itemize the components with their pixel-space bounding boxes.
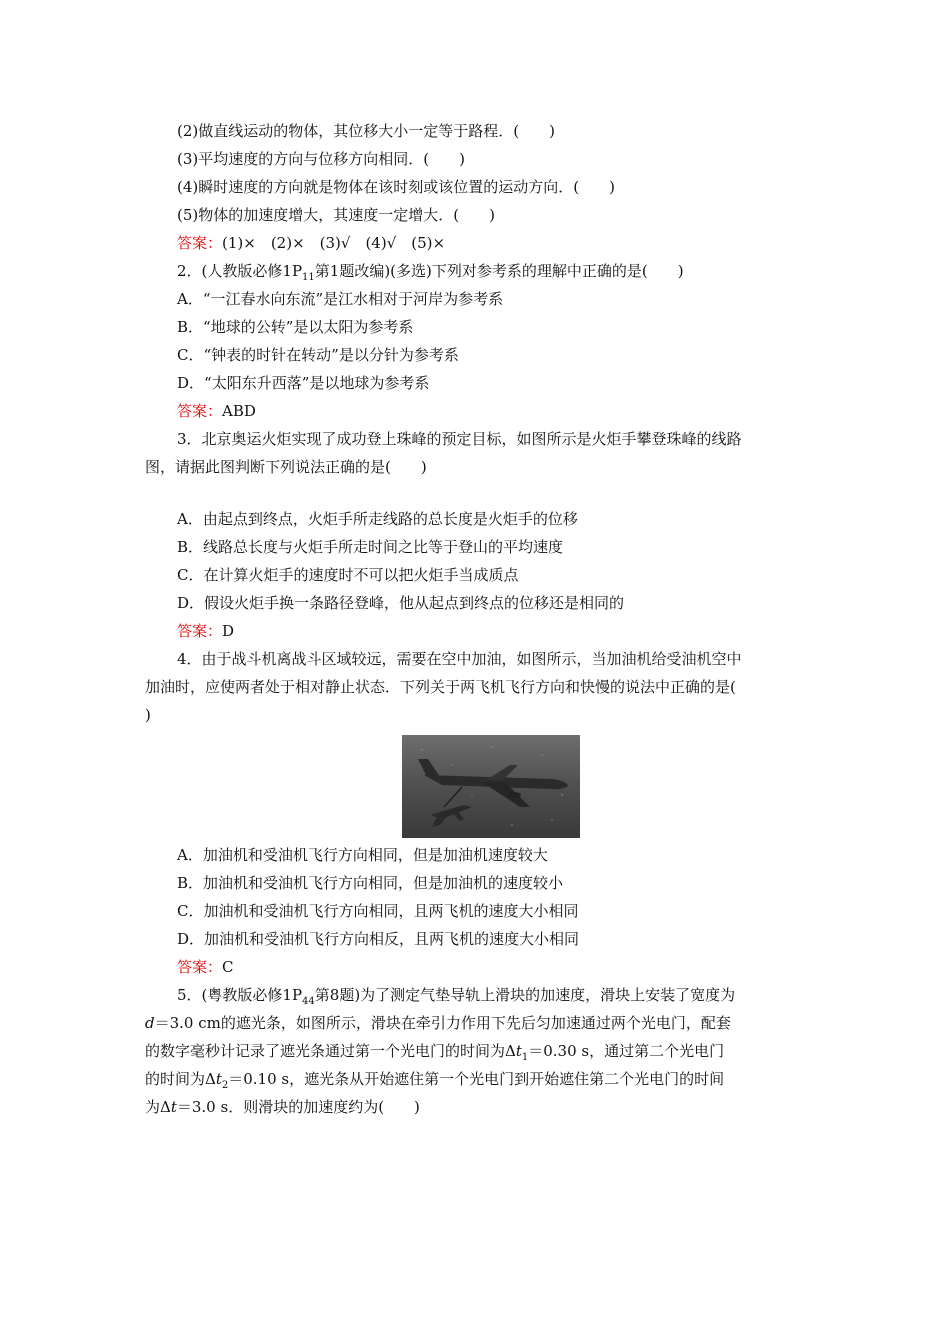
q1-answer — [177, 233, 445, 253]
q2-option-c: C．“钟表的时针在转动”是以分针为参考系 — [177, 346, 459, 364]
q2-answer — [177, 401, 256, 421]
q4-option-a: A．加油机和受油机飞行方向相同，但是加油机速度较大 — [177, 846, 548, 864]
aircraft-image — [402, 735, 580, 838]
q5-text-rest: 第8题)为了测定气垫导轨上滑块的加速度，滑块上安装了宽度为 — [314, 986, 736, 1004]
aerial-refueling-photo — [402, 735, 580, 838]
q4-stem-line2: 加油时，应使两者处于相对静止状态．下列关于两飞机飞行方向和快慢的说法中正确的是( — [145, 678, 736, 696]
answer-text: D — [222, 622, 235, 640]
q1-item-3: (3)平均速度的方向与位移方向相同．( ) — [177, 150, 465, 168]
q4-option-c: C．加油机和受油机飞行方向相同，且两飞机的速度大小相同 — [177, 902, 579, 920]
q2-page-subscript: 11 — [302, 272, 315, 283]
q1-item-5: (5)物体的加速度增大，其速度一定增大．( ) — [177, 206, 495, 224]
answer-text: C — [222, 958, 234, 976]
answer-label: 答案： — [177, 402, 223, 420]
q4-answer — [177, 957, 234, 977]
q2-stem — [177, 261, 684, 284]
q5-text: 的时间为Δ — [145, 1070, 216, 1088]
q4-stem-line3: ) — [145, 706, 151, 724]
q3-option-a: A．由起点到终点，火炬手所走线路的总长度是火炬手的位移 — [177, 510, 578, 528]
q3-option-c: C．在计算火炬手的速度时不可以把火炬手当成质点 — [177, 566, 519, 584]
q5-text-rest: ＝0.30 s，通过第二个光电门 — [528, 1042, 725, 1060]
q3-stem-line1: 3．北京奥运火炬实现了成功登上珠峰的预定目标，如图所示是火炬手攀登珠峰的线路 — [177, 430, 742, 448]
q5-variable-d: d — [145, 1014, 155, 1032]
q3-option-d: D．假设火炬手换一条路径登峰，他从起点到终点的位移还是相同的 — [177, 594, 625, 612]
q5-line4 — [145, 1069, 724, 1092]
q4-option-d: D．加油机和受油机飞行方向相反，且两飞机的速度大小相同 — [177, 930, 580, 948]
answer-text: (1)× (2)× (3)√ (4)√ (5)× — [222, 234, 446, 252]
answer-label: 答案： — [177, 234, 223, 252]
q5-line3 — [145, 1041, 724, 1064]
q5-line1 — [177, 985, 735, 1008]
q3-stem-line2: 图，请据此图判断下列说法正确的是( ) — [145, 458, 427, 476]
q5-subscript: 2 — [221, 1080, 229, 1091]
q5-variable-t: t — [170, 1098, 177, 1116]
answer-text: ABD — [222, 402, 256, 420]
q5-text-rest: ＝0.10 s，遮光条从开始遮住第一个光电门到开始遮住第二个光电门的时间 — [228, 1070, 725, 1088]
q2-option-d: D．“太阳东升西落”是以地球为参考系 — [177, 374, 430, 392]
q1-item-4: (4)瞬时速度的方向就是物体在该时刻或该位置的运动方向．( ) — [177, 178, 615, 196]
q5-text-rest: ＝3.0 s．则滑块的加速度约为( ) — [176, 1098, 420, 1116]
q2-stem-text: 2．(人教版必修1P — [177, 262, 303, 280]
q1-item-2: (2)做直线运动的物体，其位移大小一定等于路程．( ) — [177, 122, 555, 140]
q5-variable-t: t — [515, 1042, 522, 1060]
q3-option-b: B．线路总长度与火炬手所走时间之比等于登山的平均速度 — [177, 538, 564, 556]
q5-text: 的数字毫秒计记录了遮光条通过第一个光电门的时间为Δ — [145, 1042, 516, 1060]
q5-line2 — [145, 1013, 731, 1033]
q3-answer — [177, 621, 234, 641]
q2-option-b: B．“地球的公转”是以太阳为参考系 — [177, 318, 414, 336]
q2-option-a: A．“一江春水向东流”是江水相对于河岸为参考系 — [177, 290, 504, 308]
q5-text: 5．(粤教版必修1P — [177, 986, 303, 1004]
answer-label: 答案： — [177, 958, 223, 976]
q5-line5 — [145, 1097, 420, 1117]
q5-page-subscript: 44 — [302, 996, 315, 1007]
q2-stem-text-rest: 第1题改编)(多选)下列对参考系的理解中正确的是( ) — [314, 262, 684, 280]
q4-stem-line1: 4．由于战斗机离战斗区域较远，需要在空中加油，如图所示，当加油机给受油机空中 — [177, 650, 742, 668]
q5-text: 为Δ — [145, 1098, 171, 1116]
q4-option-b: B．加油机和受油机飞行方向相同，但是加油机的速度较小 — [177, 874, 564, 892]
answer-label: 答案： — [177, 622, 223, 640]
q5-subscript: 1 — [521, 1052, 529, 1063]
q5-variable-t: t — [215, 1070, 222, 1088]
q5-text: ＝3.0 cm的遮光条，如图所示，滑块在牵引力作用下先后匀加速通过两个光电门，配套 — [154, 1014, 731, 1032]
